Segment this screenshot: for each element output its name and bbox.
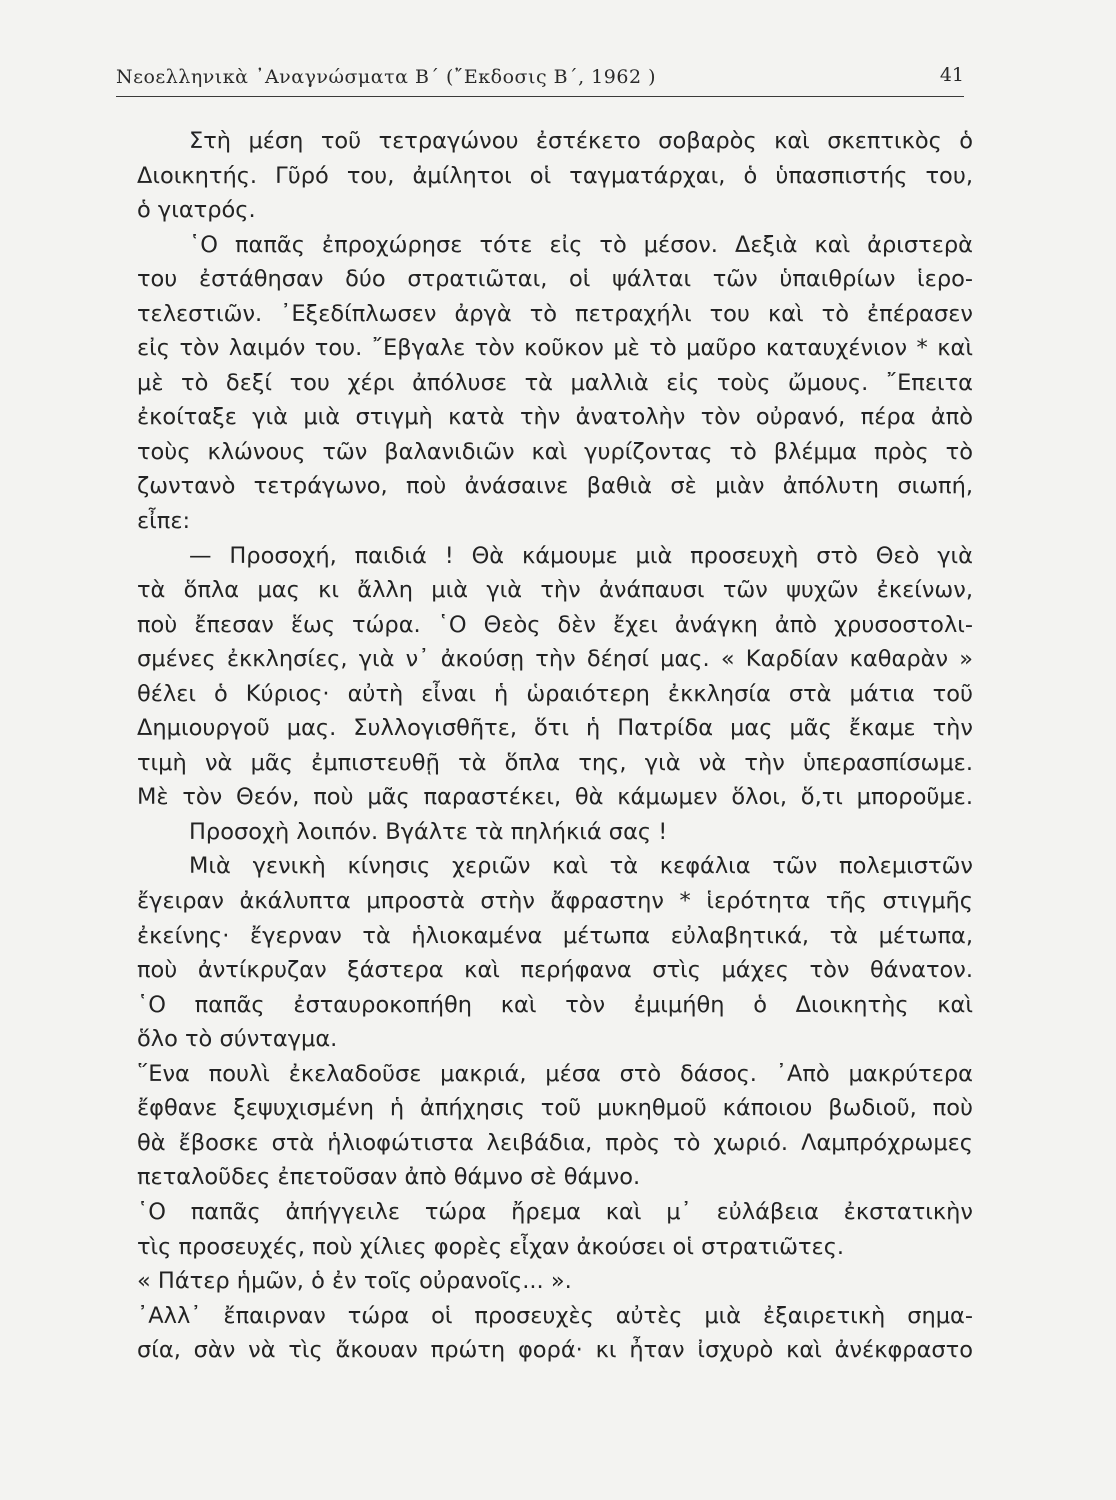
text-line: ἔφθανε ξεψυχισμένη ἡ ἀπήχησις τοῦ μυκηθμοῦ κάποιου βωδιοῦ, ποὺ [137, 1095, 973, 1122]
text-line: — Προσοχή, παιδιά ! Θὰ κάμουμε μιὰ προσευχὴ στὸ Θεὸ γιὰ [189, 542, 973, 569]
text-line: ῾Ο παπᾶς ἐσταυροκοπήθη καὶ τὸν ἐμιμήθη ὁ Διοικητὴς καὶ [137, 991, 973, 1018]
text-line: τὰ ὅπλα μας κι ἄλλη μιὰ γιὰ τὴν ἀνάπαυσι τῶν ψυχῶν ἐκείνων, [137, 577, 973, 604]
text-line: σία, σὰν νὰ τὶς ἄκουαν πρώτη φορά· κι ἦταν ἰσχυρὸ καὶ ἀνέκφραστο [137, 1337, 973, 1364]
text-line: εἶπε: [137, 508, 191, 535]
text-line: ἐκείνης· ἔγερναν τὰ ἡλιοκαμένα μέτωπα εὐλαβητικά, τὰ μέτωπα, [137, 922, 973, 949]
running-title: Νεοελληνικὰ ᾿Αναγνώσματα Β΄ (῎Εκδοσις Β΄, 1962 ) [116, 66, 656, 88]
text-line: Μιὰ γενικὴ κίνησις χεριῶν καὶ τὰ κεφάλια τῶν πολεμιστῶν [189, 853, 973, 880]
text-line: μὲ τὸ δεξί του χέρι ἀπόλυσε τὰ μαλλιὰ εἰς τοὺς ὤμους. ῎Επειτα [137, 369, 973, 396]
text-line: του ἐστάθησαν δύο στρατιῶται, οἱ ψάλται τῶν ὑπαιθρίων ἱερο- [137, 266, 973, 293]
text-line: πεταλοῦδες ἐπετοῦσαν ἀπὸ θάμνο σὲ θάμνο. [137, 1164, 641, 1191]
text-line: Δημιουργοῦ μας. Συλλογισθῆτε, ὅτι ἡ Πατρίδα μας μᾶς ἔκαμε τὴν [137, 715, 973, 742]
text-line: Προσοχὴ λοιπόν. Βγάλτε τὰ πηλήκιά σας ! [189, 818, 668, 845]
text-line: ᾿Αλλ᾿ ἔπαιρναν τώρα οἱ προσευχὲς αὐτὲς μιὰ ἐξαιρετικὴ σημα- [137, 1302, 973, 1329]
text-line: Στὴ μέση τοῦ τετραγώνου ἐστέκετο σοβαρὸς καὶ σκεπτικὸς ὁ [189, 128, 973, 154]
text-line: σμένες ἐκκλησίες, γιὰ ν᾿ ἀκούσῃ τὴν δέησί μας. « Καρδίαν καθαρὰν » [137, 646, 973, 673]
text-line: ὁ γιατρός. [137, 197, 256, 224]
text-line: ζωντανὸ τετράγωνο, ποὺ ἀνάσαινε βαθιὰ σὲ μιὰν ἀπόλυτη σιωπή, [137, 473, 973, 500]
text-line: τοὺς κλώνους τῶν βαλανιδιῶν καὶ γυρίζοντας τὸ βλέμμα πρὸς τὸ [137, 438, 973, 465]
text-line: τιμὴ νὰ μᾶς ἐμπιστευθῇ τὰ ὅπλα της, γιὰ νὰ τὴν ὑπερασπίσωμε. [137, 749, 973, 776]
text-line: ῾Ο παπᾶς ἀπήγγειλε τώρα ἤρεμα καὶ μ᾿ εὐλάβεια ἐκστατικὴν [137, 1198, 973, 1225]
text-line: ῾Ο παπᾶς ἐπροχώρησε τότε εἰς τὸ μέσον. Δεξιὰ καὶ ἀριστερὰ [189, 231, 973, 258]
text-line: τὶς προσευχές, ποὺ χίλιες φορὲς εἶχαν ἀκούσει οἱ στρατιῶτες. [137, 1233, 845, 1260]
text-line: Μὲ τὸν Θεόν, ποὺ μᾶς παραστέκει, θὰ κάμωμεν ὅλοι, ὅ,τι μποροῦμε. [137, 784, 973, 811]
text-line: Διοικητής. Γῦρό του, ἀμίλητοι οἱ ταγματάρχαι, ὁ ὑπασπιστής του, [137, 162, 973, 189]
text-line: ἐκοίταξε γιὰ μιὰ στιγμὴ κατὰ τὴν ἀνατολὴν τὸν οὐρανό, πέρα ἀπὸ [137, 404, 973, 431]
running-header [116, 60, 964, 97]
text-line: « Πάτερ ἡμῶν, ὁ ἐν τοῖς οὐρανοῖς... ». [137, 1268, 572, 1295]
text-line: θέλει ὁ Κύριος· αὐτὴ εἶναι ἡ ὡραιότερη ἐκκλησία στὰ μάτια τοῦ [137, 680, 973, 707]
text-line: ὅλο τὸ σύνταγμα. [137, 1026, 338, 1053]
text-line: τελεστιῶν. ᾿Εξεδίπλωσεν ἀργὰ τὸ πετραχήλι του καὶ τὸ ἐπέρασεν [137, 300, 973, 327]
text-line: θὰ ἔβοσκε στὰ ἡλιοφώτιστα λειβάδια, πρὸς τὸ χωριό. Λαμπρόχρωμες [137, 1129, 973, 1156]
text-line: ποὺ ἔπεσαν ἕως τώρα. ῾Ο Θεὸς δὲν ἔχει ἀνάγκη ἀπὸ χρυσοστολι- [137, 611, 973, 638]
text-line: εἰς τὸν λαιμόν του. ῎Εβγαλε τὸν κοῦκον μὲ τὸ μαῦρο καταυχένιον * καὶ [137, 335, 973, 362]
text-line: ῞Ενα πουλὶ ἐκελαδοῦσε μακριά, μέσα στὸ δάσος. ᾿Απὸ μακρύτερα [137, 1060, 973, 1087]
page-number: 41 [939, 64, 964, 86]
body-text [137, 124, 973, 1368]
text-line: ποὺ ἀντίκρυζαν ξάστερα καὶ περήφανα στὶς μάχες τὸν θάνατον. [137, 957, 973, 984]
text-line: ἔγειραν ἀκάλυπτα μπροστὰ στὴν ἄφραστην * ἱερότητα τῆς στιγμῆς [137, 888, 973, 915]
